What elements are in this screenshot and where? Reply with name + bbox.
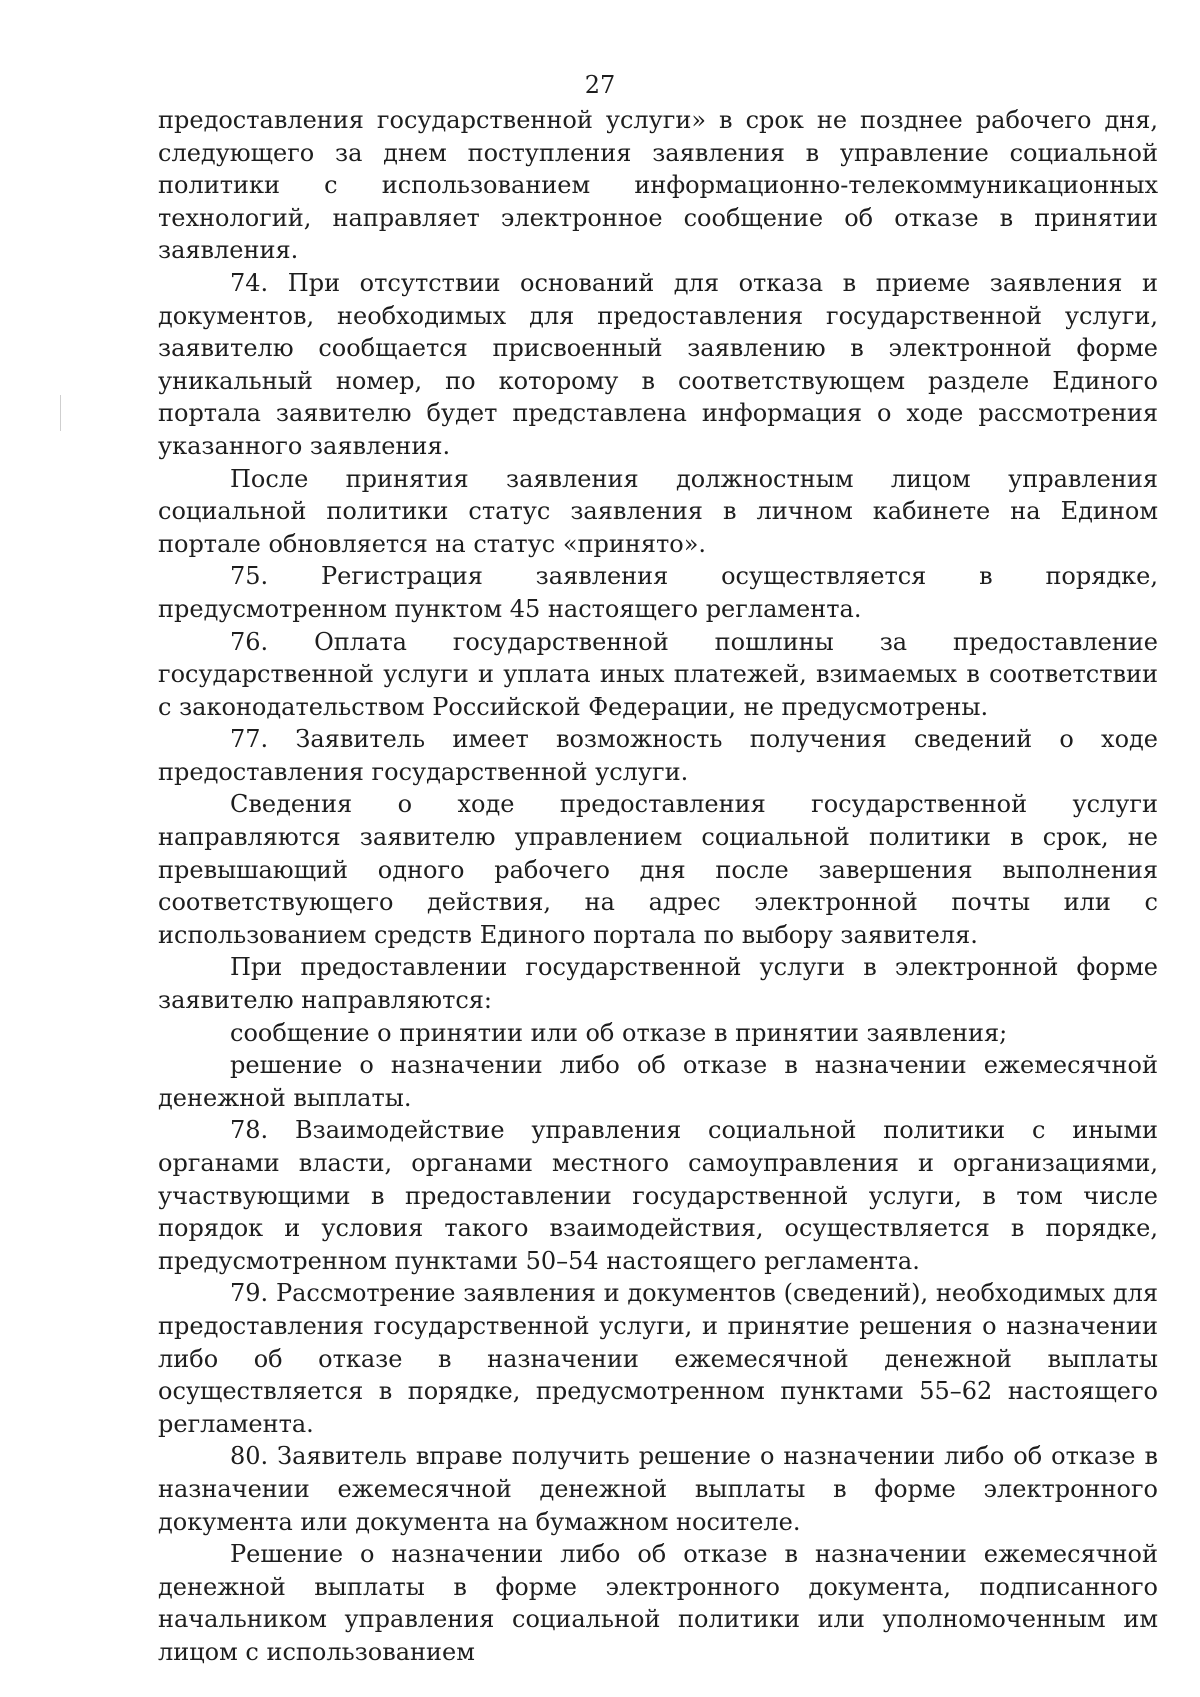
paragraph-77: 77. Заявитель имеет возможность получения сведений о ходе предоставления государственной услуги. [158,725,1158,786]
page-number: 27 [584,71,616,99]
paragraph-continuation: предоставления государственной услуги» в срок не позднее рабочего дня, следующего за днем поступления заявления в управление социальной политики с использованием информационно-телекоммуникационных технологий, направляет электронное сообщение об отказе в принятии заявления. [158,106,1158,265]
paragraph-75: 75. Регистрация заявления осуществляется в порядке, предусмотренном пунктом 45 настоящего регламента. [158,562,1158,623]
paragraph-74-status: После принятия заявления должностным лицом управления социальной политики статус заявления в личном кабинете на Едином портале обновляется на статус «принято». [158,464,1158,558]
paragraph-77-info: Сведения о ходе предоставления государственной услуги направляются заявителю управлением социальной политики в срок, не превышающий одного рабочего дня после завершения выполнения соответствующего действия, на адрес электронной почты или с использованием средств Единого портала по выбору заявителя. [158,790,1158,949]
document-body [158,104,1158,1669]
paragraph-80-decision: Решение о назначении либо об отказе в назначении ежемесячной денежной выплаты в форме электронного документа, подписанного начальником управления социальной политики или уполномоченным им лицом с использованием [158,1540,1158,1666]
paragraph-80: 80. Заявитель вправе получить решение о назначении либо об отказе в назначении ежемесячной денежной выплаты в форме электронного документа или документа на бумажном носителе. [158,1442,1158,1536]
paragraph-74: 74. При отсутствии оснований для отказа в приеме заявления и документов, необходимых для предоставления государственной услуги, заявителю сообщается присвоенный заявлению в электронной форме уникальный номер, по которому в соответствующем разделе Единого портала заявителю будет представлена информация о ходе рассмотрения указанного заявления. [158,268,1158,460]
paragraph-77-electronic: При предоставлении государственной услуги в электронной форме заявителю направляются: [158,953,1158,1015]
scan-artifact-line [60,395,61,431]
paragraph-76: 76. Оплата государственной пошлины за предоставление государственной услуги и уплата иных платежей, взимаемых в соответствии с законодательством Российской Федерации, не предусмотрены. [158,627,1158,721]
paragraph-78: 78. Взаимодействие управления социальной политики с иными органами власти, органами местного самоуправления и организациями, участвующими в предоставлении государственной услуги, в том числе порядок и условия такого взаимодействия, осуществляется в порядке, предусмотренном пунктами 50–54 настоящего регламента. [158,1116,1158,1275]
paragraph-79: 79. Рассмотрение заявления и документов (сведений), необходимых для предоставления государственной услуги, и принятие решения о назначении либо об отказе в назначении ежемесячной денежной выплаты осуществляется в порядке, предусмотренном пунктами 55–62 настоящего регламента. [158,1279,1158,1438]
paragraph-77-item-decision: решение о назначении либо об отказе в назначении ежемесячной денежной выплаты. [158,1051,1158,1112]
paragraph-77-item-message: сообщение о принятии или об отказе в принятии заявления; [230,1018,1008,1047]
